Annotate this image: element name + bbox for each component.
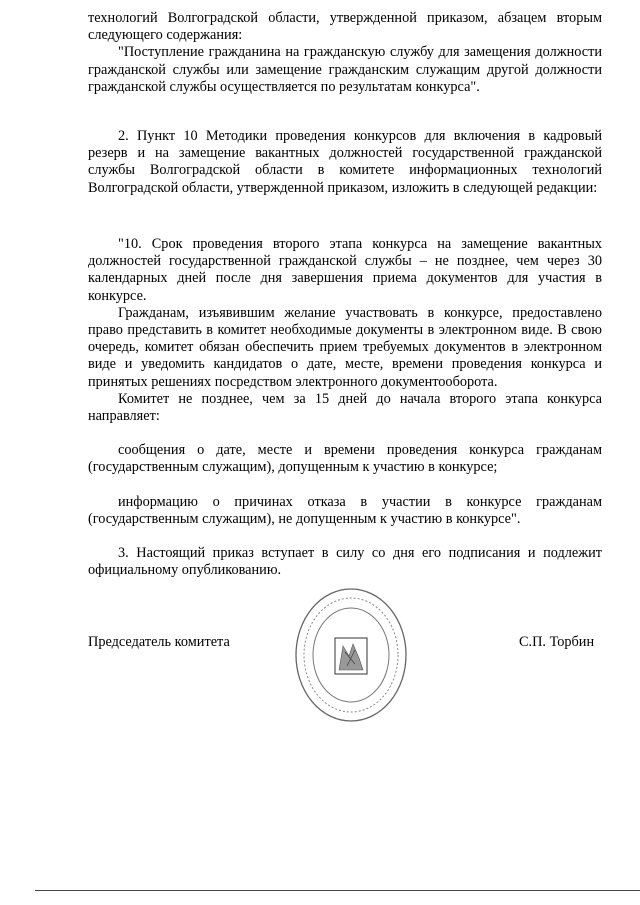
intro-block: [88, 10, 602, 96]
page-edge-line: [35, 890, 640, 891]
point-2-block: [88, 128, 602, 197]
point-3-block: [88, 545, 602, 579]
point-10-paragraph-2: Гражданам, изъявившим желание участвовать в конкурсе, предоставлено право представить в комитет необходимые документы в электронном виде. В свою очередь, комитет обязан обеспечить прием требуемых документов в электронном виде и уведомить кандидатов о дате, месте, времени проведения конкурса и принятых решениях посредством электронного документооборота.: [88, 304, 602, 390]
point-10-block: [88, 236, 602, 528]
point-3-paragraph: 3. Настоящий приказ вступает в силу со дня его подписания и подлежит официальному опубликованию.: [88, 545, 602, 579]
official-seal-icon: [293, 586, 409, 724]
point-10-paragraph-5: информацию о причинах отказа в участии в конкурсе гражданам (государственным служащим), не допущенным к участию в конкурсе".: [88, 493, 602, 527]
point-10-paragraph-1: "10. Срок проведения второго этапа конкурса на замещение вакантных должностей государственной гражданской службы – не позднее, чем через 30 календарных дней после дня завершения приема документов для участия в конкурсе.: [88, 236, 602, 304]
point-2-paragraph: 2. Пункт 10 Методики проведения конкурсов для включения в кадровый резерв и на замещение вакантных должностей государственной гражданской службы Волгоградской области в комитете информационных технологий Волгоградской области, утвержденной приказом, изложить в следующей редакции:: [88, 128, 602, 196]
signature-title: Председатель комитета: [88, 634, 230, 650]
intro-paragraph: технологий Волгоградской области, утвержденной приказом, абзацем вторым следующего содержания:: [88, 10, 602, 44]
point-10-paragraph-3: Комитет не позднее, чем за 15 дней до начала второго этапа конкурса направляет:: [88, 390, 602, 425]
signature-name: С.П. Торбин: [519, 634, 595, 650]
point-10-paragraph-4: сообщения о дате, месте и времени проведения конкурса гражданам (государственным служащим), допущенным к участию в конкурсе;: [88, 442, 602, 476]
quoted-paragraph: "Поступление гражданина на гражданскую службу для замещения должности гражданской службы или замещение гражданским служащим другой должности гражданской службы осуществляется по результатам конкурса".: [88, 44, 602, 95]
